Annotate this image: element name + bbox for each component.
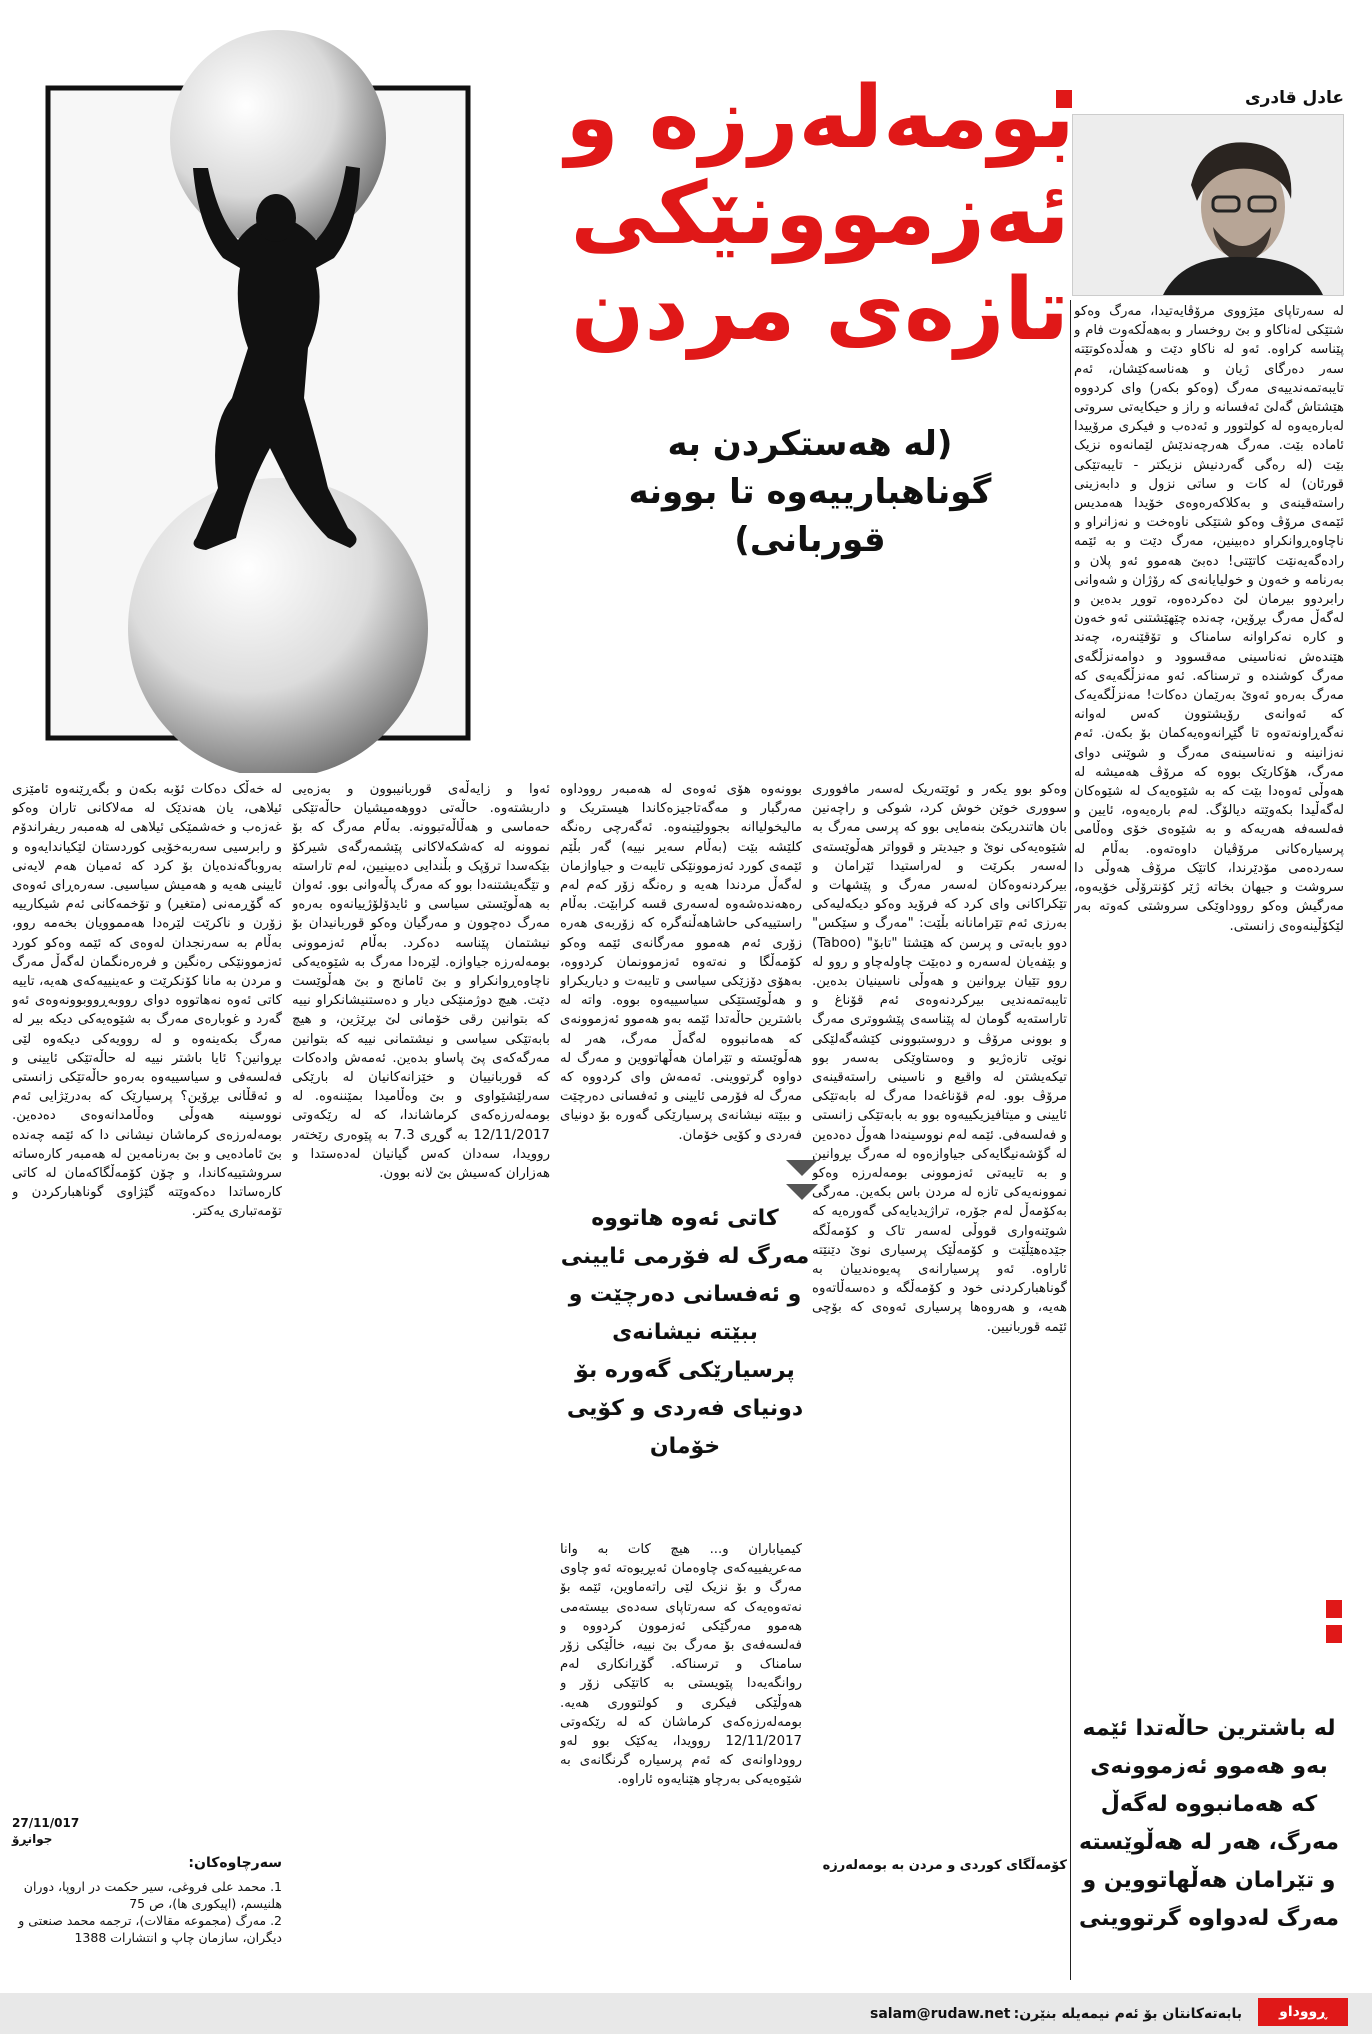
pull-quote-center: کاتی ئەوە هاتووە مەرگ لە فۆرمی ئایینی و ئەفسانی دەرچێت و ببێتە نیشانەی پرسیارێکی گەورە بۆ دونیای فەردی و کۆیی خۆمان: [560, 1206, 810, 1459]
sources-title: سەرچاوەکان:: [188, 1855, 282, 1871]
subtitle: (لە هەستکردن بە گوناهبارییەوە تا بوونە قوربانی): [628, 424, 992, 560]
source-item: 1. محمد علی فروغی، سیر حکمت در اروپا، دوران هلنیسم، (اپیکوری ها)، ص 75: [23, 1879, 282, 1911]
section-heading: کۆمەڵگای کوردی و مردن بە بومەلەرزە: [812, 1858, 1067, 1873]
author-name: عادل قادری: [1245, 88, 1344, 108]
article-text: بوونەوە هۆی ئەوەی لە هەمبەر رووداوە مەرگبار و مەگەتاجیزەکاندا هیستریک و مالیخولیاانە بجوولێینەوە. ئەگەرچی رەنگە کلێشە بێت (بەڵام سەیر نییە) گەر بڵێم ئێمەی کورد ئەزموونێکی تایبەت و جیاوازمان لەگەڵ مردندا هەیە و رەنگە زۆر کەم لەم رەهەندەشەوە لەسەری قسە کرابێت. بەڵام راستییەکی حاشاهەڵنەگرە کە زۆربەی هەرە زۆری ئەم هەموو مەرگانەی ئێمە وەکو کۆمەڵگا و نەتەوە ئەزموونمان کردووە، بەهۆی دۆزێکی سیاسی و تایبەت و دیاریکراو و هەڵوێستێکی سیاسییەوە بووە. واتە لە باشترین حاڵەتدا ئێمە بەو هەموو ئەزموونەی کە هەمانبووە لەگەڵ مەرگ، هەر لە هەڵوێستە و تێرامان هەڵهاتووین و مەرگ لە دواوە گرتووینی. ئەمەش وای کردووە کە مەرگ لە فۆرمی ئایینی و ئەفسانی دەرچێت و ببێتە نیشانەی پرسیارێکی گەورە بۆ دونیای فەردی و کۆیی خۆمان.: [560, 782, 802, 1143]
article-column-5: [12, 780, 282, 1810]
headline: [560, 70, 1080, 358]
article-text: وەکو بوو یکەر و ئوێتەریک لەسەر مافووری سووری خوێن خوش کرد، شوکی و راچەنین بان هاتندریکێ بنەمایی بوو کە پرسی مەرگ بە شێوەیەکی نوێ و جیدیتر و قوواتر هەڵوێستەی لەسەر بکرێت و لەراستیدا ئێرامان و بیرکردنەوەکان لەسەر مەرگ و پێشهات و تێکراکانی وای کرد کە فرۆید وەکو دیکەلیەکی بەرزی ئەم تێرامانانە بڵێت: "مەرگ و سێکس" دوو بابەتی و پرسن کە هێشتا "تابۆ" (Taboo) و بێفەیان لەسەرە و دەبێت چاولەچاو و روو لە روو تێیان بڕوانین و هەوڵی ناسینیان بدەین. تایبەتمەندیی بیرکردنەوەی ئەم قۆناغ و تاراستەیە گومان لە پێناسەی پێشووتری مەرگ و بوونی مرۆڤ و دروستبوونی کێشەگەلێکی نوێی تازەژیو و وەستاوێکی بەسەر بوو تیکەیشتن لە واقیع و ناسینی راستەقینەی مرۆڤ بوو. لەم قۆناغەدا مەرگ لە بابەتێکی ئایینی و میتافیزیکییەوە بوو بە بابەتێکی زانستی و فەلسەفی. ئێمە لەم نووسینەدا هەوڵ دەدەین لە گۆشەنیگایەکی جیاوازەوە لە مەرگ بڕوانین و بە تایبەتی ئەزموونی بومەلەرزە وەکو نموونەیەکی تازە لە مردن باس بکەین. مەرگی بەکۆمەڵ لەم جۆرە، تراژیدیایەکی گەورەیە کە شوێنەواری قووڵی لەسەر تاک و کۆمەڵگە جێدەهێڵێت و کۆمەڵێک پرسیاری نوێ دێنێتە ئاراوە. ئەو پرسیارانەی پەیوەندییان بە گوناهبارکردنی خود و کۆمەڵگە و دەسەڵاتەوە هەیە، و هەروەها پرسیاری ئەوەی کە بۆچی ئێمە قوربانیین.: [812, 782, 1067, 1335]
article-column-4: [292, 780, 550, 1980]
article-column-3-lower: [560, 1540, 802, 1980]
article-text: کیمیاباران و... هیچ کات بە وانا مەعریفییەکەی چاوەمان ئەبڕیوەتە ئەو چاوی مەرگ و بۆ نزیک لێی راتەماوین، ئێمە بۆ نەتەوەیەک کە سەرتاپای سەدەی بیستەمی هەموو مەرگێکی ئەزموون کردووە و فەلسەفەی بۆ مەرگ بێ نییە، خاڵێکی زۆر سامناک و ترسناکە. گۆڕانکاری لەم روانگەیەدا پێویستی بە کاتێکی زۆر و هەوڵێکی فیکری و کولتووری هەیە. بومەلەرزەکەی کرماشان کە لە رێکەوتی 12/11/2017 روویدا، یەکێک بوو لەو رووداوانەی کە ئەم پرسیارە گرنگانەی بە شێوەیەکی بەرچاو هێنایەوە ئاراوە.: [560, 1542, 802, 1788]
article-text: لە خەڵک دەکات ئۆبە بکەن و بگەڕێنەوە ئامێزی ئیلاهی، یان هەندێک لە مەلاکانی تاران وەکو غەزەب و خەشمێکی ئیلاهی لە هەمبەر ریفراندۆم و رابرسیی سەربەخۆیی کوردستان لێکیاندایەوە و بەروباگەندەیان بۆ کرد کە ئەمیان هەم لایەنی ئایینی هەیە و هەمیش سیاسیی. سەرەڕای ئەوەی کە گۆڕمەنی (متغیر) و تۆخمەکانی ئەم شیکارییە زۆرن و ناکرێت لێرەدا هەمموویان بخەمە روو، بەڵام بە سەرنجدان لەوەی کە ئێمە وەکو کورد ئەزموونێکی رەنگین و فرەرەنگمان لەگەڵ مەرگ و مردن بە مانا کۆنکرێت و عەینییەکەی هەیە، تاییە کاتی ئەوە نەهاتووە دوای رووبەڕووبوونەوەی ئەو گەرد و غوبارەی مەرگ بە شێوەیەکی دیکە بیر لە مەرگ بکەینەوە و لە روویەکی دیکەوە لێی بڕوانین؟ ئایا باشتر نییە لە حاڵەتێکی ئایینی و فەلسەفی و سیاسییەوە بەرەو حاڵەتێکی زانستی و ئەقڵانی بڕۆین؟ پرسیارێک کە بەدرێژایی ئەم نووسینە هەوڵی وەڵامدانەوەی دەدەین. بومەلەرزەی کرماشان نیشانی دا کە ئێمە چەندە بێ ئامادەیی و بێ بەرنامەین لە هەمبەر کارەساتە سروشتییەکاندا، و چۆن کۆمەڵگاکەمان لە کاتی کارەساتدا دەکەوێتە گێژاوی گوناهبارکردن و تۆمەتباری یەکتر.: [12, 782, 282, 1220]
headline-line-2: ئەزموونێکی: [570, 164, 1070, 264]
figure-balancing-spheres-icon: [8, 18, 553, 773]
arrow-down-icon: [786, 1160, 818, 1176]
sources-list: [12, 1878, 282, 1946]
headline-line-1: بومەلەرزە و: [565, 68, 1075, 168]
article-date: 27/11/017: [12, 1816, 80, 1830]
arrow-down-icon: [786, 1184, 818, 1200]
article-text: ئەوا و زایەڵەی قوربانیبوون و بەزەیی داربشتەوە. حاڵەتی دووهەمیشیان حاڵەتێکی حەماسی و هەڵاڵەتبوونە. بەڵام مەرگ کە بۆ نموونە لە کەشکەلاکانی پێشمەرگەی شیرکۆ بێکەسدا ترۆپک و بڵندایی دەبینیین، لەم تاراستە و تێگەیشتنەدا بوو کە مەرگ پاڵەوانی بوو. ئەوان بە هەڵوێستی سیاسی و ئایدۆلۆژییانەوە بەرەو مەرگ دەچوون و مەرگیان وەکو قوربانیدان بۆ نیشتمان پێناسە دەکرد. بەڵام ئەزموونی بومەلەرزە جیاوازە. لێرەدا مەرگ بە شێوەیەکی ناچاوەڕوانکراو و بێ ئامانج و بێ هەڵوێست دێت. هیچ دوژمنێکی دیار و دەستنیشانکراو نییە کە بتوانین رقی خۆمانی لێ بڕێژین، و هیچ بابەتێکی سیاسی و نیشتمانی نییە کە بتوانین مەرگەکەی پێ پاساو بدەین. ئەمەش وادەکات کە قوربانییان و خێزانەکانیان لە بارێکی سەرلێشێواوی و بێ وەڵامیدا بمێننەوە. لە بومەلەرزەکەی کرماشاندا، کە لە رێکەوتی 12/11/2017 بە گوڕی 7.3 بە پێوەری رێختەر روویدا، سەدان کەس گیانیان لەدەستدا و هەزاران کەسیش بێ لانە بوون.: [292, 782, 550, 1182]
article-column-2: [812, 780, 1067, 1980]
headline-line-3: تازەی مردن: [571, 260, 1069, 360]
source-item: 2. مەرگ (مجموعه مقالات)، ترجمه محمد صنعتی و دیگران، سازمان چاپ و انتشارات 1388: [18, 1913, 282, 1945]
footer-email[interactable]: salam@rudaw.net: [870, 2006, 1011, 2022]
footer-prompt: بابەتەکانتان بۆ ئەم نیمەیلە بنێرن:: [1013, 2006, 1242, 2022]
author-photo: [1072, 114, 1344, 296]
pull-quote-right: لە باشترین حاڵەتدا ئێمە بەو هەموو ئەزموونەی کە هەمانبووە لەگەڵ مەرگ، هەر لە هەڵوێستە و تێرامان هەڵهاتووین و مەرگ لەدواوە گرتووینی: [1079, 1716, 1339, 1931]
author-portrait-icon: [1073, 115, 1343, 295]
article-date-signature: [12, 1815, 282, 1847]
brand-logo: ڕووداو: [1258, 1998, 1348, 2026]
article-text: لە سەرتاپای مێژووی مرۆڤایەتیدا، مەرگ وەکو شتێکی لەناکاو و بێ روخسار و بەهەڵکەوت فام و پێناسە کراوە. ئەو لە ناکاو دێت و هەڵدەکوتێتە سەر دەرگای ژیان و هەناسەکێشان، ئەم تایبەتمەندییەی مەرگ (وەکو بکەر) وای کردووە هێشتاش گەلێ ئەفسانە و راز و حیکایەتی سروتی لەبارەیەوە لە کولتوور و ئەدەب و فیکری مرۆییدا ئامادە بێت. مەرگ هەرچەندێش لێمانەوە نزیک بێت (لە رەگی گەردنیش نزیکتر - تایبەتێکی قورئان) لە کات و ساتی نزول و دابەزینی راستەقینەی و بەکلاکەرەوەی خۆیدا هەمدیس ئێمەی مرۆڤ وەکو شتێکی ناوەخت و نەزانراو و ناچاوەڕوانکراو دەبینین، مەرگ دێت و بە ئێمە رادەگەیەنێت کاتێتی! دەبێ هەموو ئەو پلان و بەرنامە و خەون و خولیایانەی کە رۆژان و شەوانی رابردوو بیرمان لێ دەکردەوە، تووڕ بدەین و لەگەڵ مەرگ بڕۆین، چەندە چێهێشتنی ئەو خەون و کارە نەکراوانە سامناک و تۆقێنەرە، چەند هێندەش نەناسینی مەقسوود و دوامەنزڵگەی مەرگ کوشندە و ترسناکە. ئەو مەنزڵگەیەی کە مەرگ بەرەو ئەوێ بەرێمان دەکات! مەنزڵگەیەک کە ئەوانەی رۆیشتوون کەس لەوانە نەگەڕاونەتەوە تا گێڕانەوەیەکمان بۆ بکەن. ئەم نەزانینە و نەناسینەی مەرگ و شوێنی دوای مەرگ، هۆکارێک بووە کە مرۆڤ هەمیشە لە هەوڵی ئەوەدا بێت کە بە شێوەیەک لە شێوەکان لەگەڵیدا بکەوێتە دیالۆگ. لەم بارەیەوە، ئایین و فەلسەفە هەریەکە و بە شێوەی خۆی وەڵامی پرسیارەکانی مرۆڤیان داوەتەوە. بەڵام لە سەردەمی مۆدێرندا، کاتێک مرۆڤ هەوڵی دا سروشت و جیهان بخاتە ژێر کۆنترۆڵی خۆیەوە، مەرگیش وەکو رووداوێکی سروشتی کەوتە بەر لێکۆڵینەوەی زانستی.: [1074, 304, 1344, 934]
illustration: [8, 18, 553, 773]
pullquote-marker: [1326, 1600, 1342, 1618]
column-rule: [1070, 300, 1071, 1980]
pullquote-marker-2: [1326, 1625, 1342, 1643]
article-column-3: [560, 780, 802, 1160]
article-column-intro: [1074, 302, 1344, 1592]
article-signature: جوانڕۆ: [12, 1832, 53, 1846]
